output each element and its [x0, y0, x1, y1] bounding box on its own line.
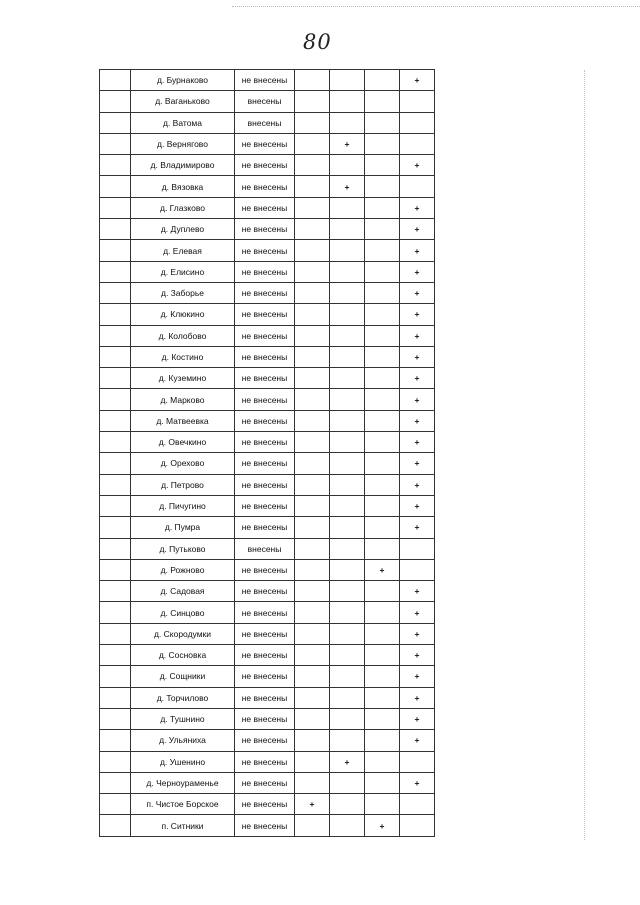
- mark-cell-3: [365, 772, 400, 793]
- mark-cell-2: [330, 708, 365, 729]
- status-cell: не внесены: [235, 240, 295, 261]
- mark-cell-1: [295, 474, 330, 495]
- settlement-name-cell: д. Ватома: [131, 112, 235, 133]
- row-number-cell: [100, 70, 131, 91]
- mark-cell-2: [330, 495, 365, 516]
- mark-cell-2: [330, 389, 365, 410]
- mark-cell-4: +: [400, 261, 435, 282]
- mark-cell-3: [365, 432, 400, 453]
- status-cell: не внесены: [235, 346, 295, 367]
- table-row: [100, 815, 435, 836]
- status-cell: не внесены: [235, 155, 295, 176]
- mark-cell-1: [295, 325, 330, 346]
- table-row: [100, 453, 435, 474]
- table-row: [100, 240, 435, 261]
- mark-cell-1: [295, 368, 330, 389]
- mark-cell-2: +: [330, 751, 365, 772]
- table-row: [100, 346, 435, 367]
- row-number-cell: [100, 517, 131, 538]
- mark-cell-2: [330, 559, 365, 580]
- table-row: [100, 432, 435, 453]
- mark-cell-3: +: [365, 815, 400, 836]
- status-cell: не внесены: [235, 495, 295, 516]
- mark-cell-4: [400, 91, 435, 112]
- mark-cell-1: [295, 623, 330, 644]
- mark-cell-2: +: [330, 133, 365, 154]
- status-cell: не внесены: [235, 304, 295, 325]
- status-cell: не внесены: [235, 261, 295, 282]
- mark-cell-1: [295, 197, 330, 218]
- mark-cell-3: [365, 666, 400, 687]
- row-number-cell: [100, 474, 131, 495]
- mark-cell-1: [295, 346, 330, 367]
- status-cell: не внесены: [235, 325, 295, 346]
- settlement-name-cell: д. Пумра: [131, 517, 235, 538]
- mark-cell-1: [295, 133, 330, 154]
- mark-cell-4: [400, 538, 435, 559]
- row-number-cell: [100, 133, 131, 154]
- mark-cell-3: [365, 368, 400, 389]
- settlement-name-cell: п. Чистое Борское: [131, 794, 235, 815]
- mark-cell-4: +: [400, 197, 435, 218]
- status-cell: не внесены: [235, 432, 295, 453]
- mark-cell-2: [330, 623, 365, 644]
- mark-cell-1: [295, 70, 330, 91]
- mark-cell-4: [400, 176, 435, 197]
- mark-cell-3: +: [365, 559, 400, 580]
- mark-cell-2: [330, 70, 365, 91]
- mark-cell-3: [365, 410, 400, 431]
- status-cell: не внесены: [235, 559, 295, 580]
- settlement-name-cell: д. Пичугино: [131, 495, 235, 516]
- mark-cell-4: +: [400, 389, 435, 410]
- mark-cell-4: +: [400, 517, 435, 538]
- mark-cell-3: [365, 325, 400, 346]
- status-cell: внесены: [235, 91, 295, 112]
- mark-cell-4: +: [400, 325, 435, 346]
- mark-cell-1: [295, 240, 330, 261]
- mark-cell-3: [365, 133, 400, 154]
- settlement-name-cell: д. Ваганьково: [131, 91, 235, 112]
- row-number-cell: [100, 559, 131, 580]
- mark-cell-2: [330, 304, 365, 325]
- settlement-name-cell: д. Вязовка: [131, 176, 235, 197]
- row-number-cell: [100, 495, 131, 516]
- table-row: [100, 91, 435, 112]
- mark-cell-2: [330, 155, 365, 176]
- row-number-cell: [100, 432, 131, 453]
- mark-cell-3: [365, 538, 400, 559]
- mark-cell-1: [295, 304, 330, 325]
- settlement-name-cell: д. Тушнино: [131, 708, 235, 729]
- mark-cell-4: +: [400, 453, 435, 474]
- mark-cell-1: [295, 645, 330, 666]
- mark-cell-4: +: [400, 666, 435, 687]
- table-row: [100, 389, 435, 410]
- mark-cell-1: [295, 708, 330, 729]
- mark-cell-4: [400, 794, 435, 815]
- mark-cell-4: [400, 751, 435, 772]
- table-row: [100, 581, 435, 602]
- row-number-cell: [100, 346, 131, 367]
- settlement-name-cell: д. Садовая: [131, 581, 235, 602]
- table-row: [100, 602, 435, 623]
- table-row: [100, 645, 435, 666]
- mark-cell-1: [295, 495, 330, 516]
- mark-cell-2: [330, 282, 365, 303]
- table-row: [100, 751, 435, 772]
- mark-cell-3: [365, 346, 400, 367]
- table-row: [100, 730, 435, 751]
- status-cell: не внесены: [235, 176, 295, 197]
- row-number-cell: [100, 602, 131, 623]
- row-number-cell: [100, 730, 131, 751]
- mark-cell-1: [295, 730, 330, 751]
- mark-cell-3: [365, 197, 400, 218]
- mark-cell-3: [365, 794, 400, 815]
- row-number-cell: [100, 197, 131, 218]
- settlement-name-cell: д. Сощники: [131, 666, 235, 687]
- mark-cell-1: [295, 112, 330, 133]
- row-number-cell: [100, 304, 131, 325]
- settlement-name-cell: п. Ситники: [131, 815, 235, 836]
- status-cell: не внесены: [235, 815, 295, 836]
- settlement-name-cell: д. Путьково: [131, 538, 235, 559]
- row-number-cell: [100, 645, 131, 666]
- mark-cell-3: [365, 282, 400, 303]
- mark-cell-1: [295, 176, 330, 197]
- mark-cell-1: [295, 538, 330, 559]
- mark-cell-2: [330, 91, 365, 112]
- status-cell: не внесены: [235, 645, 295, 666]
- mark-cell-3: [365, 219, 400, 240]
- table-row: [100, 666, 435, 687]
- mark-cell-2: [330, 240, 365, 261]
- status-cell: не внесены: [235, 368, 295, 389]
- status-cell: не внесены: [235, 751, 295, 772]
- mark-cell-2: [330, 346, 365, 367]
- row-number-cell: [100, 91, 131, 112]
- mark-cell-2: [330, 219, 365, 240]
- mark-cell-3: [365, 91, 400, 112]
- mark-cell-4: [400, 815, 435, 836]
- mark-cell-4: +: [400, 687, 435, 708]
- status-cell: не внесены: [235, 70, 295, 91]
- status-cell: не внесены: [235, 687, 295, 708]
- row-number-cell: [100, 112, 131, 133]
- mark-cell-3: [365, 70, 400, 91]
- status-cell: не внесены: [235, 389, 295, 410]
- mark-cell-2: +: [330, 176, 365, 197]
- status-cell: не внесены: [235, 581, 295, 602]
- mark-cell-1: [295, 772, 330, 793]
- top-edge-rule: [232, 6, 640, 7]
- status-cell: не внесены: [235, 708, 295, 729]
- row-number-cell: [100, 815, 131, 836]
- mark-cell-2: [330, 687, 365, 708]
- mark-cell-2: [330, 474, 365, 495]
- mark-cell-1: [295, 687, 330, 708]
- mark-cell-3: [365, 602, 400, 623]
- settlements-table: [99, 69, 435, 837]
- mark-cell-2: [330, 112, 365, 133]
- table-row: [100, 559, 435, 580]
- status-cell: не внесены: [235, 453, 295, 474]
- mark-cell-3: [365, 517, 400, 538]
- mark-cell-1: [295, 751, 330, 772]
- table-row: [100, 197, 435, 218]
- table-row: [100, 623, 435, 644]
- table-row: [100, 176, 435, 197]
- mark-cell-4: +: [400, 730, 435, 751]
- row-number-cell: [100, 751, 131, 772]
- table-row: [100, 155, 435, 176]
- mark-cell-3: [365, 623, 400, 644]
- mark-cell-2: [330, 325, 365, 346]
- mark-cell-4: +: [400, 282, 435, 303]
- mark-cell-4: +: [400, 219, 435, 240]
- mark-cell-3: [365, 453, 400, 474]
- mark-cell-4: +: [400, 70, 435, 91]
- mark-cell-1: [295, 517, 330, 538]
- settlement-name-cell: д. Рожново: [131, 559, 235, 580]
- table-row: [100, 325, 435, 346]
- row-number-cell: [100, 240, 131, 261]
- mark-cell-4: +: [400, 495, 435, 516]
- mark-cell-3: [365, 687, 400, 708]
- status-cell: не внесены: [235, 197, 295, 218]
- settlement-name-cell: д. Колобово: [131, 325, 235, 346]
- mark-cell-1: [295, 261, 330, 282]
- table-row: [100, 708, 435, 729]
- row-number-cell: [100, 538, 131, 559]
- row-number-cell: [100, 155, 131, 176]
- mark-cell-1: [295, 581, 330, 602]
- settlement-name-cell: д. Сосновка: [131, 645, 235, 666]
- settlement-name-cell: д. Марково: [131, 389, 235, 410]
- row-number-cell: [100, 772, 131, 793]
- table-row: [100, 219, 435, 240]
- settlement-name-cell: д. Заборье: [131, 282, 235, 303]
- page-number: 80: [303, 30, 332, 54]
- mark-cell-3: [365, 240, 400, 261]
- row-number-cell: [100, 368, 131, 389]
- mark-cell-3: [365, 155, 400, 176]
- mark-cell-1: [295, 602, 330, 623]
- mark-cell-2: [330, 645, 365, 666]
- mark-cell-4: +: [400, 623, 435, 644]
- mark-cell-4: +: [400, 645, 435, 666]
- settlement-name-cell: д. Черноураменье: [131, 772, 235, 793]
- status-cell: не внесены: [235, 474, 295, 495]
- margin-rule: [584, 70, 585, 840]
- row-number-cell: [100, 325, 131, 346]
- status-cell: внесены: [235, 538, 295, 559]
- table-row: [100, 772, 435, 793]
- table-row: [100, 517, 435, 538]
- mark-cell-2: [330, 410, 365, 431]
- table-row: [100, 261, 435, 282]
- row-number-cell: [100, 666, 131, 687]
- mark-cell-3: [365, 112, 400, 133]
- settlement-name-cell: д. Торчилово: [131, 687, 235, 708]
- status-cell: не внесены: [235, 666, 295, 687]
- mark-cell-4: [400, 112, 435, 133]
- mark-cell-3: [365, 730, 400, 751]
- mark-cell-2: [330, 538, 365, 559]
- mark-cell-1: [295, 559, 330, 580]
- mark-cell-3: [365, 176, 400, 197]
- settlement-name-cell: д. Бурнаково: [131, 70, 235, 91]
- settlement-name-cell: д. Овечкино: [131, 432, 235, 453]
- row-number-cell: [100, 282, 131, 303]
- table-row: [100, 495, 435, 516]
- mark-cell-4: +: [400, 410, 435, 431]
- mark-cell-2: [330, 602, 365, 623]
- mark-cell-2: [330, 368, 365, 389]
- settlement-name-cell: д. Матвеевка: [131, 410, 235, 431]
- settlement-name-cell: д. Глазково: [131, 197, 235, 218]
- mark-cell-3: [365, 261, 400, 282]
- mark-cell-3: [365, 389, 400, 410]
- settlement-name-cell: д. Клюкино: [131, 304, 235, 325]
- status-cell: не внесены: [235, 623, 295, 644]
- mark-cell-1: [295, 432, 330, 453]
- mark-cell-4: +: [400, 304, 435, 325]
- settlement-name-cell: д. Орехово: [131, 453, 235, 474]
- table-row: [100, 538, 435, 559]
- row-number-cell: [100, 410, 131, 431]
- settlements-table-body: [100, 70, 435, 837]
- table-row: [100, 474, 435, 495]
- mark-cell-1: [295, 389, 330, 410]
- mark-cell-4: +: [400, 708, 435, 729]
- mark-cell-2: [330, 815, 365, 836]
- mark-cell-3: [365, 581, 400, 602]
- table-row: [100, 282, 435, 303]
- mark-cell-2: [330, 517, 365, 538]
- settlement-name-cell: д. Ушенино: [131, 751, 235, 772]
- settlement-name-cell: д. Куземино: [131, 368, 235, 389]
- table-row: [100, 410, 435, 431]
- status-cell: не внесены: [235, 517, 295, 538]
- mark-cell-2: [330, 197, 365, 218]
- row-number-cell: [100, 708, 131, 729]
- mark-cell-1: [295, 666, 330, 687]
- mark-cell-4: [400, 559, 435, 580]
- settlement-name-cell: д. Костино: [131, 346, 235, 367]
- status-cell: не внесены: [235, 794, 295, 815]
- mark-cell-4: +: [400, 346, 435, 367]
- mark-cell-2: [330, 794, 365, 815]
- row-number-cell: [100, 453, 131, 474]
- mark-cell-3: [365, 495, 400, 516]
- mark-cell-4: +: [400, 581, 435, 602]
- mark-cell-1: [295, 410, 330, 431]
- table-row: [100, 794, 435, 815]
- settlement-name-cell: д. Скородумки: [131, 623, 235, 644]
- mark-cell-3: [365, 708, 400, 729]
- table-row: [100, 687, 435, 708]
- status-cell: не внесены: [235, 730, 295, 751]
- row-number-cell: [100, 219, 131, 240]
- table-row: [100, 70, 435, 91]
- settlement-name-cell: д. Владимирово: [131, 155, 235, 176]
- status-cell: не внесены: [235, 282, 295, 303]
- mark-cell-2: [330, 261, 365, 282]
- table-row: [100, 112, 435, 133]
- status-cell: не внесены: [235, 602, 295, 623]
- mark-cell-4: +: [400, 474, 435, 495]
- mark-cell-2: [330, 432, 365, 453]
- mark-cell-3: [365, 474, 400, 495]
- mark-cell-3: [365, 751, 400, 772]
- mark-cell-2: [330, 772, 365, 793]
- settlement-name-cell: д. Ульяниха: [131, 730, 235, 751]
- status-cell: внесены: [235, 112, 295, 133]
- mark-cell-1: [295, 815, 330, 836]
- row-number-cell: [100, 623, 131, 644]
- mark-cell-2: [330, 453, 365, 474]
- row-number-cell: [100, 687, 131, 708]
- mark-cell-1: [295, 91, 330, 112]
- table-row: [100, 368, 435, 389]
- status-cell: не внесены: [235, 772, 295, 793]
- mark-cell-1: [295, 453, 330, 474]
- mark-cell-2: [330, 581, 365, 602]
- settlement-name-cell: д. Елевая: [131, 240, 235, 261]
- settlement-name-cell: д. Петрово: [131, 474, 235, 495]
- row-number-cell: [100, 794, 131, 815]
- mark-cell-4: [400, 133, 435, 154]
- mark-cell-2: [330, 730, 365, 751]
- status-cell: не внесены: [235, 219, 295, 240]
- table-row: [100, 304, 435, 325]
- mark-cell-1: [295, 155, 330, 176]
- row-number-cell: [100, 176, 131, 197]
- table-row: [100, 133, 435, 154]
- status-cell: не внесены: [235, 133, 295, 154]
- mark-cell-1: [295, 219, 330, 240]
- mark-cell-2: [330, 666, 365, 687]
- status-cell: не внесены: [235, 410, 295, 431]
- mark-cell-4: +: [400, 240, 435, 261]
- mark-cell-4: +: [400, 432, 435, 453]
- row-number-cell: [100, 581, 131, 602]
- mark-cell-1: +: [295, 794, 330, 815]
- settlement-name-cell: д. Синцово: [131, 602, 235, 623]
- mark-cell-3: [365, 645, 400, 666]
- row-number-cell: [100, 261, 131, 282]
- mark-cell-1: [295, 282, 330, 303]
- mark-cell-4: +: [400, 155, 435, 176]
- settlement-name-cell: д. Елисино: [131, 261, 235, 282]
- mark-cell-3: [365, 304, 400, 325]
- mark-cell-4: +: [400, 602, 435, 623]
- mark-cell-4: +: [400, 368, 435, 389]
- row-number-cell: [100, 389, 131, 410]
- mark-cell-4: +: [400, 772, 435, 793]
- settlement-name-cell: д. Вернягово: [131, 133, 235, 154]
- settlement-name-cell: д. Дуплево: [131, 219, 235, 240]
